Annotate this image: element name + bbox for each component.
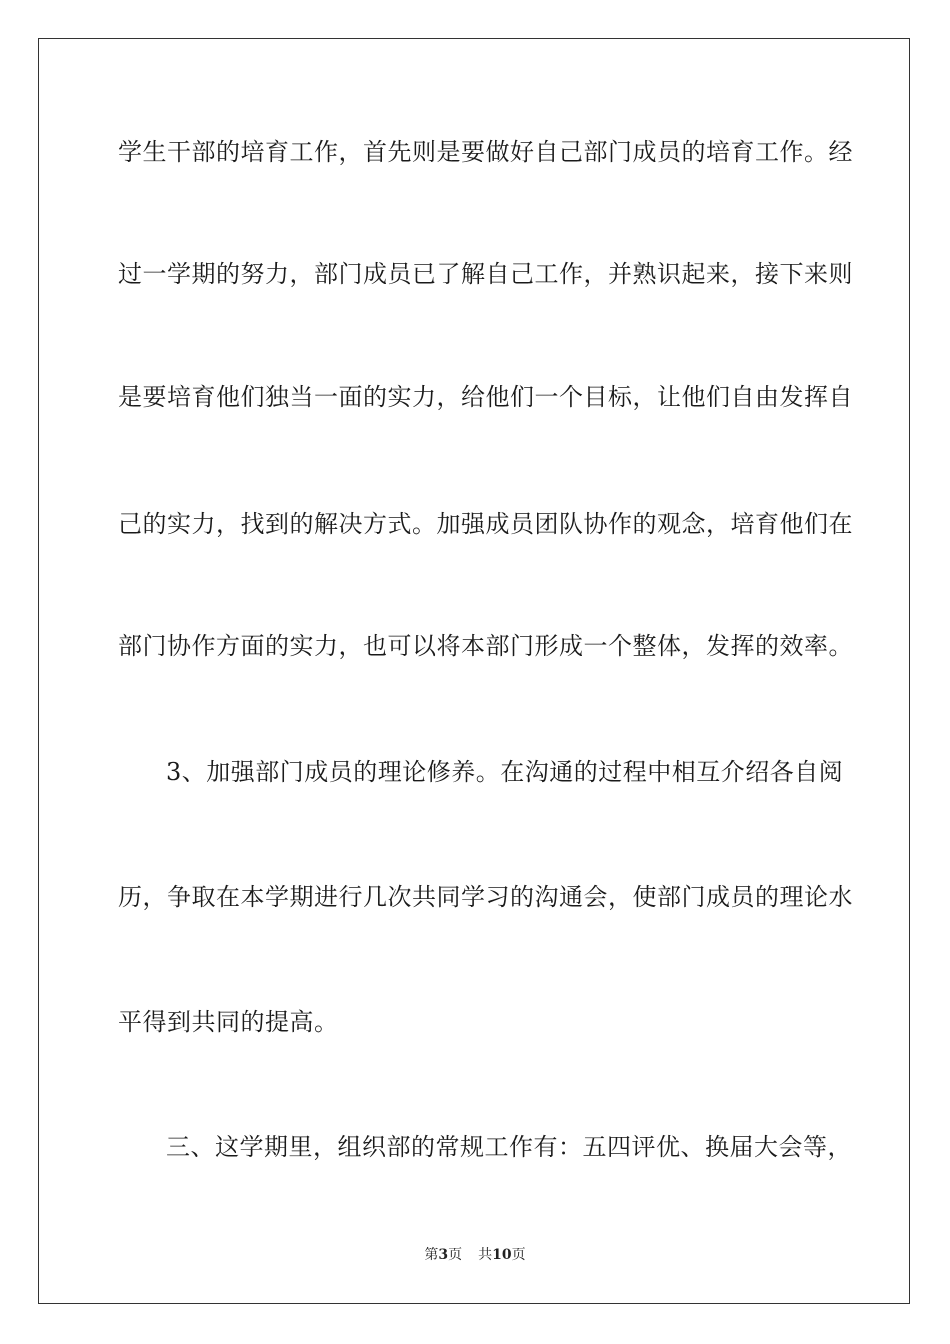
body-text-line-5: 部门协作方面的实力，也可以将本部门形成一个整体，发挥的效率。 [118,632,853,660]
body-text-line-7: 历，争取在本学期进行几次共同学习的沟通会，使部门成员的理论水 [118,883,853,911]
footer-total-pages: 10 [492,1247,512,1263]
body-text-line-3: 是要培育他们独当一面的实力，给他们一个目标，让他们自由发挥自 [118,383,853,411]
footer-total-suffix: 页 [511,1247,526,1263]
body-text-line-8: 平得到共同的提高。 [118,1008,339,1036]
page-border [38,38,910,1304]
footer-total-prefix: 共 [478,1247,493,1263]
page-footer [0,1246,950,1264]
footer-page-prefix: 第 [424,1247,439,1263]
footer-page-suffix: 页 [448,1247,463,1263]
body-text-line-2: 过一学期的努力，部门成员已了解自己工作，并熟识起来，接下来则 [118,260,853,288]
body-text-line-9: 三、这学期里，组织部的常规工作有：五四评优、换届大会等， [166,1133,852,1161]
body-text-line-4: 己的实力，找到的解决方式。加强成员团队协作的观念，培育他们在 [118,510,853,538]
footer-page-number: 3 [438,1247,449,1263]
body-text-line-6: 3、加强部门成员的理论修养。在沟通的过程中相互介绍各自阅 [166,758,844,786]
body-text-line-1: 学生干部的培育工作，首先则是要做好自己部门成员的培育工作。经 [118,138,853,166]
